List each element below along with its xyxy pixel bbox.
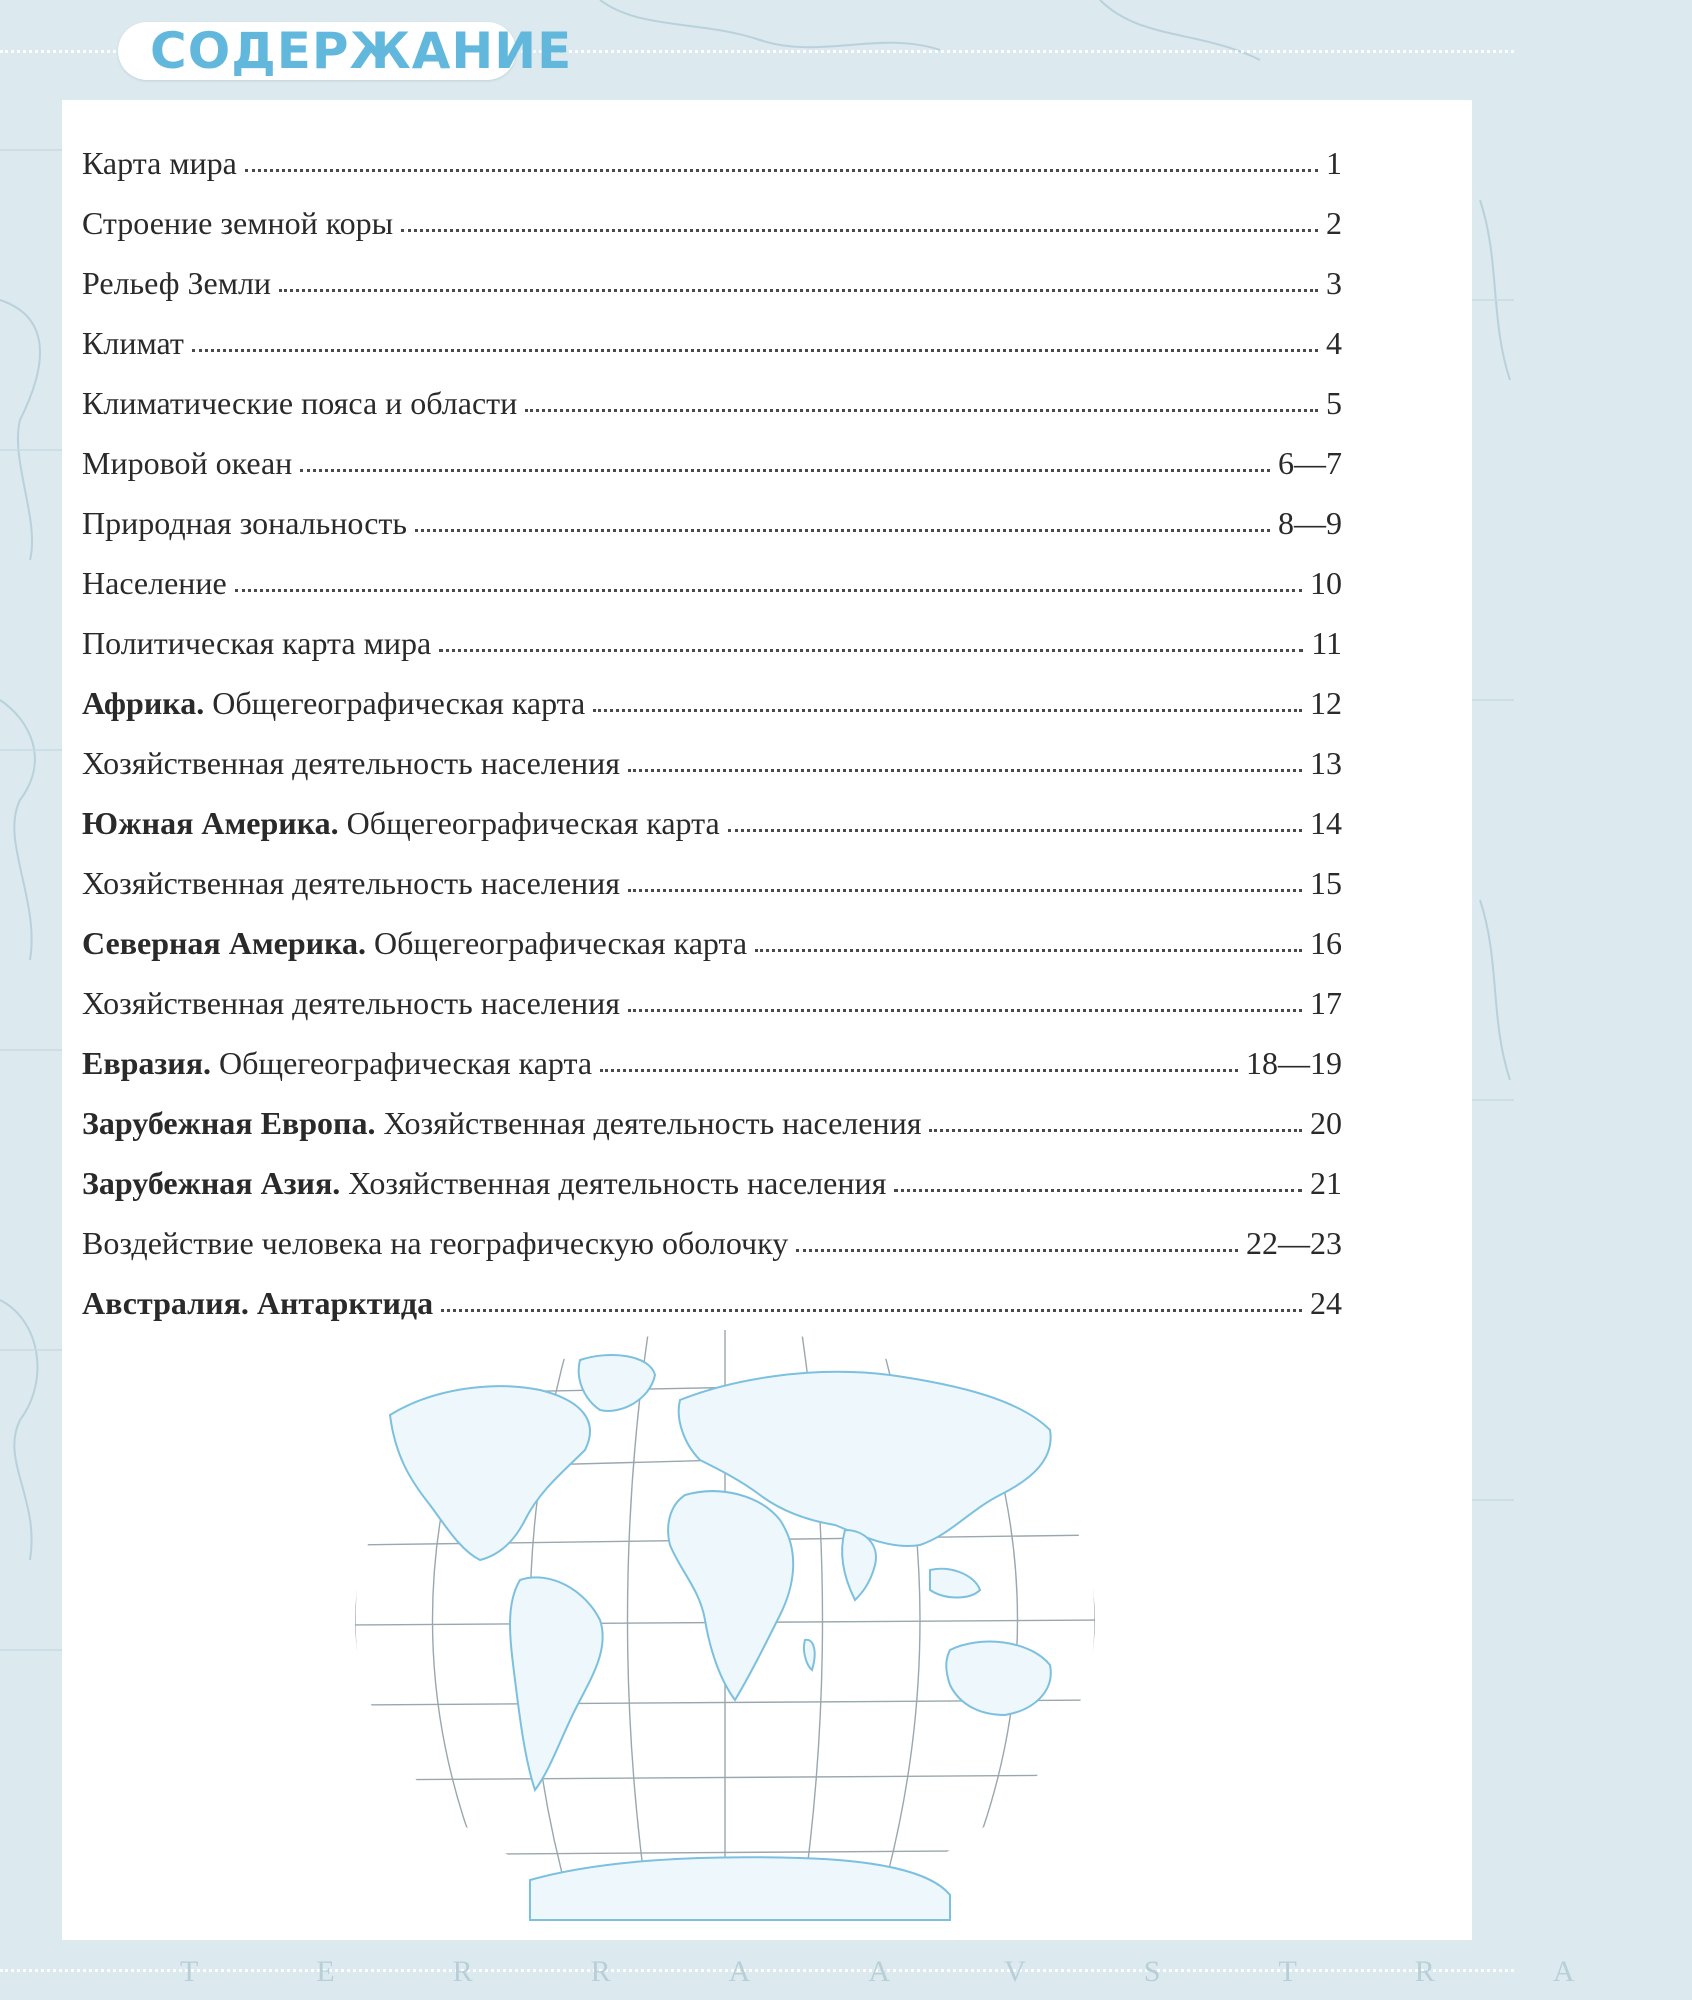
toc-page-number: 4 [1326, 325, 1342, 361]
toc-entry-label [82, 1227, 788, 1259]
table-of-contents [82, 119, 1342, 1319]
toc-entry-title: Общегеографическая карта [338, 805, 720, 841]
toc-entry[interactable] [82, 1019, 1342, 1079]
toc-entry-region: Зарубежная Европа. [82, 1105, 376, 1141]
toc-dot-leader [628, 1009, 1302, 1012]
toc-entry-label [82, 1167, 886, 1199]
toc-entry[interactable] [82, 119, 1342, 179]
toc-entry-title: Политическая карта мира [82, 625, 432, 661]
toc-entry[interactable] [82, 899, 1342, 959]
toc-entry-label [82, 687, 585, 719]
toc-dot-leader [415, 529, 1270, 532]
toc-entry-label [82, 507, 407, 539]
toc-entry-title: Рельеф Земли [82, 265, 272, 301]
world-globe-illustration [350, 1320, 1100, 1920]
toc-entry-label [82, 387, 517, 419]
toc-entry-title: Хозяйственная деятельность населения [340, 1165, 887, 1201]
toc-dot-leader [441, 1309, 1302, 1312]
toc-dot-leader [929, 1129, 1302, 1132]
toc-dot-leader [235, 589, 1302, 592]
toc-page-number: 8—9 [1278, 505, 1342, 541]
toc-entry[interactable] [82, 479, 1342, 539]
toc-dot-leader [894, 1189, 1302, 1192]
toc-page-number: 18—19 [1246, 1045, 1342, 1081]
toc-page-number: 20 [1310, 1105, 1342, 1141]
toc-entry-region: Южная Америка. [82, 805, 339, 841]
toc-page-number: 24 [1310, 1285, 1342, 1321]
toc-entry-label [82, 867, 620, 899]
toc-entry-label [82, 747, 620, 779]
toc-entry[interactable] [82, 779, 1342, 839]
toc-entry-title: Природная зональность [82, 505, 407, 541]
toc-entry[interactable] [82, 599, 1342, 659]
toc-entry[interactable] [82, 1259, 1342, 1319]
toc-page-number: 5 [1326, 385, 1342, 421]
toc-entry-label [82, 207, 393, 239]
toc-page-number: 11 [1311, 625, 1342, 661]
toc-entry-label [82, 267, 271, 299]
toc-entry-title: Общегеографическая карта [366, 925, 748, 961]
toc-dot-leader [593, 709, 1302, 712]
toc-entry-label [82, 327, 184, 359]
toc-entry[interactable] [82, 299, 1342, 359]
toc-entry-title: Общегеографическая карта [211, 1045, 593, 1081]
toc-entry-title: Карта мира [82, 145, 237, 181]
toc-entry-label [82, 1047, 592, 1079]
toc-page-number: 1 [1326, 145, 1342, 181]
toc-dot-leader [245, 169, 1318, 172]
toc-entry-title: Хозяйственная деятельность населения [375, 1105, 922, 1141]
toc-page-number: 12 [1310, 685, 1342, 721]
toc-dot-leader [279, 289, 1318, 292]
toc-entry-title: Климат [82, 325, 184, 361]
toc-dot-leader [192, 349, 1318, 352]
toc-entry-region: Северная Америка. [82, 925, 367, 961]
toc-dot-leader [300, 469, 1270, 472]
decorative-map-letters: TERRAAVSTRA [180, 1955, 1692, 1988]
toc-page-number: 15 [1310, 865, 1342, 901]
toc-page-number: 22—23 [1246, 1225, 1342, 1261]
toc-entry-region: Африка. [82, 685, 205, 721]
toc-entry-title: Строение земной коры [82, 205, 394, 241]
page-title: СОДЕРЖАНИЕ [150, 22, 573, 80]
toc-dot-leader [600, 1069, 1238, 1072]
toc-entry-label [82, 567, 227, 599]
toc-entry-label [82, 927, 747, 959]
toc-entry[interactable] [82, 359, 1342, 419]
toc-page-number: 6—7 [1278, 445, 1342, 481]
toc-entry-title: Хозяйственная деятельность населения [82, 865, 620, 901]
toc-entry[interactable] [82, 839, 1342, 899]
toc-page-number: 21 [1310, 1165, 1342, 1201]
toc-entry[interactable] [82, 1079, 1342, 1139]
toc-dot-leader [755, 949, 1302, 952]
toc-dot-leader [628, 769, 1302, 772]
toc-page-number: 17 [1310, 985, 1342, 1021]
toc-page-number: 3 [1326, 265, 1342, 301]
toc-page-number: 2 [1326, 205, 1342, 241]
toc-page-number: 13 [1310, 745, 1342, 781]
toc-entry[interactable] [82, 539, 1342, 599]
toc-entry-title: Хозяйственная деятельность населения [82, 985, 620, 1021]
toc-dot-leader [439, 649, 1303, 652]
toc-entry-label [82, 1107, 921, 1139]
toc-entry[interactable] [82, 179, 1342, 239]
toc-entry-title: Воздействие человека на географическую оболочку [82, 1225, 789, 1261]
toc-entry-title: Хозяйственная деятельность населения [82, 745, 620, 781]
toc-entry[interactable] [82, 719, 1342, 779]
toc-entry[interactable] [82, 419, 1342, 479]
toc-entry[interactable] [82, 659, 1342, 719]
toc-entry-label [82, 147, 237, 179]
toc-entry-label [82, 807, 720, 839]
toc-entry[interactable] [82, 239, 1342, 299]
toc-dot-leader [525, 409, 1318, 412]
toc-entry-region: Австралия. Антарктида [82, 1285, 434, 1321]
toc-page-number: 10 [1310, 565, 1342, 601]
toc-entry-title: Население [82, 565, 227, 601]
toc-entry[interactable] [82, 1199, 1342, 1259]
toc-entry-label [82, 447, 292, 479]
toc-entry[interactable] [82, 959, 1342, 1019]
toc-entry-label [82, 1287, 433, 1319]
toc-dot-leader [796, 1249, 1238, 1252]
toc-entry-title: Климатические пояса и области [82, 385, 518, 421]
toc-entry-title: Общегеографическая карта [204, 685, 586, 721]
toc-entry-label [82, 987, 620, 1019]
toc-page-number: 14 [1310, 805, 1342, 841]
toc-dot-leader [728, 829, 1302, 832]
toc-dot-leader [628, 889, 1302, 892]
toc-entry-label [82, 627, 431, 659]
toc-entry[interactable] [82, 1139, 1342, 1199]
toc-entry-region: Евразия. [82, 1045, 212, 1081]
toc-entry-region: Зарубежная Азия. [82, 1165, 341, 1201]
toc-page-number: 16 [1310, 925, 1342, 961]
toc-entry-title: Мировой океан [82, 445, 293, 481]
toc-dot-leader [401, 229, 1318, 232]
